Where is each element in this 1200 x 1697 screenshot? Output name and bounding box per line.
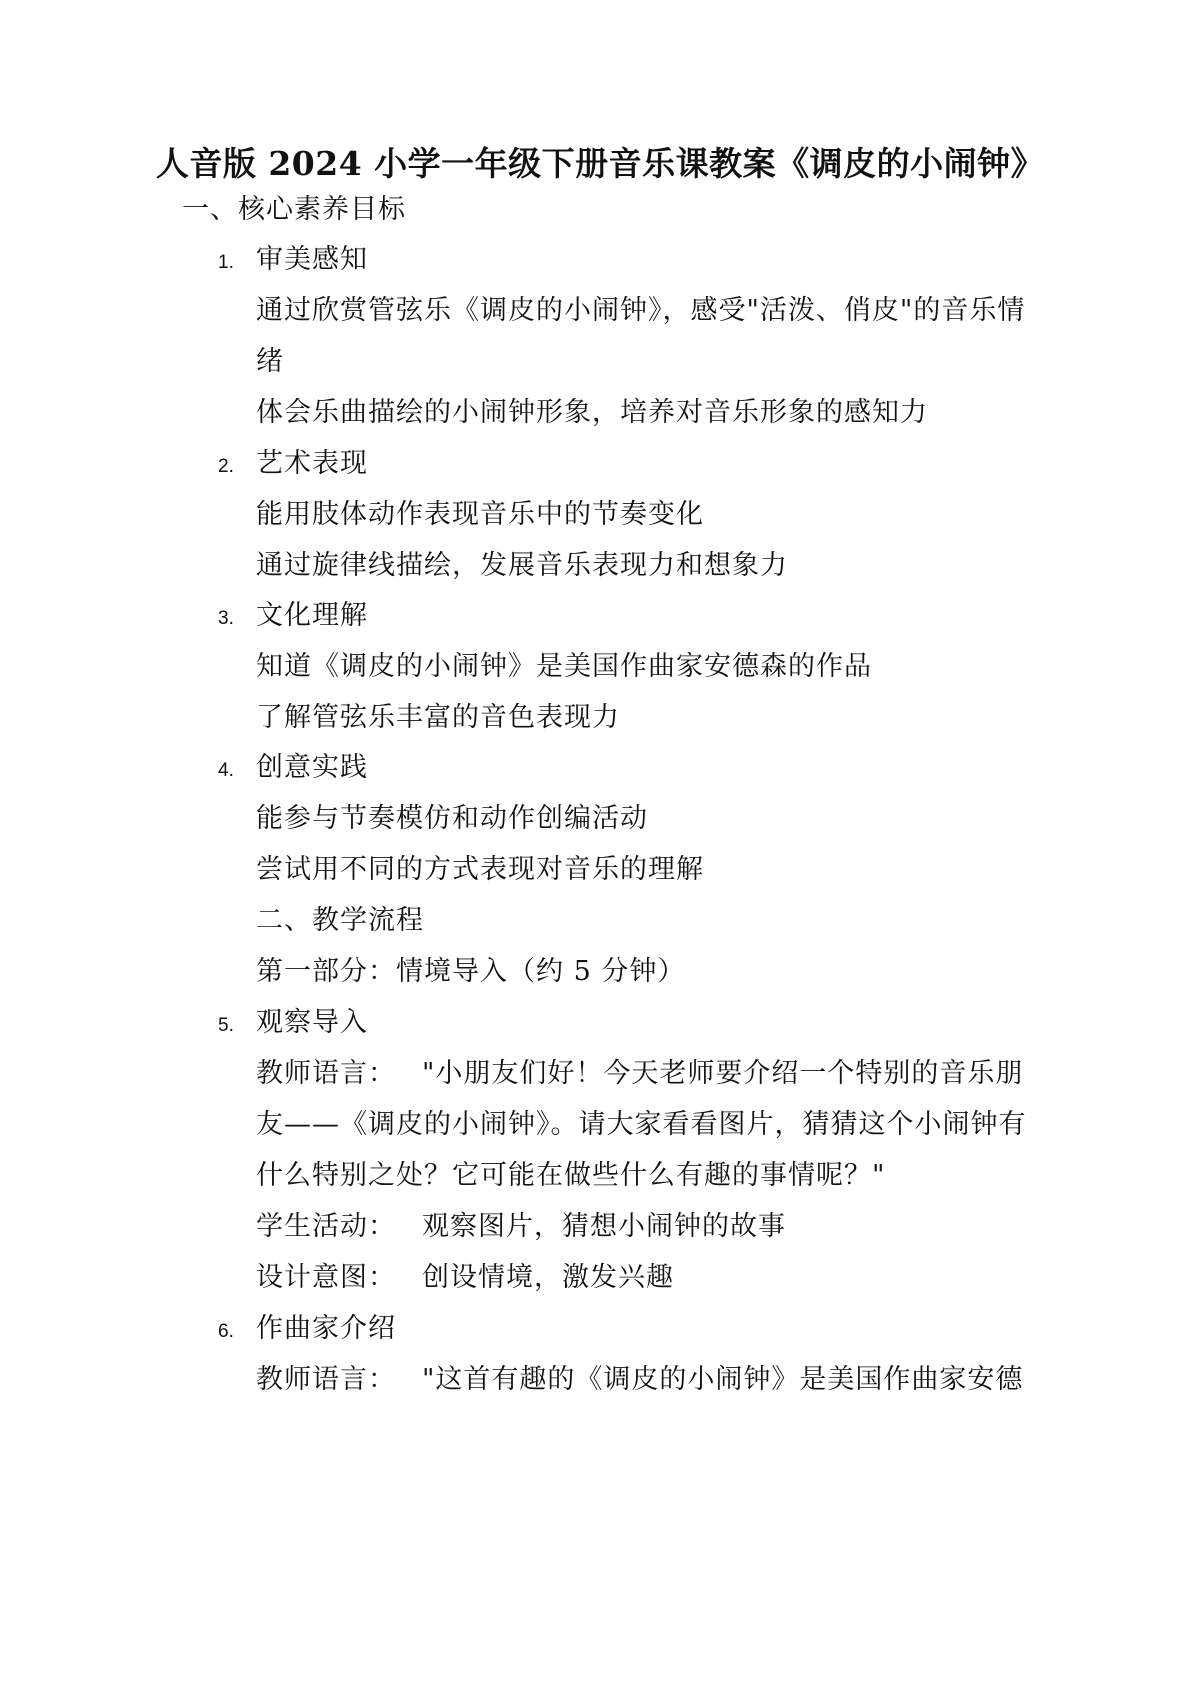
item-number: 3. [218,608,234,629]
teacher-speech-line: 友——《调皮的小闹钟》。请大家看看图片，猜猜这个小闹钟有 [256,1109,1027,1140]
teacher-speech-text: "这首有趣的《调皮的小闹钟》是美国作曲家安德 [422,1364,1024,1395]
part-heading: 第一部分：情境导入（约 5 分钟） [256,956,686,987]
item-number: 5. [218,1015,234,1036]
item-number: 4. [218,760,234,781]
body-line: 通过旋律线描绘，发展音乐表现力和想象力 [256,550,788,581]
item-label-aesthetic-perception: 审美感知 [256,244,368,275]
item-number: 6. [218,1321,234,1342]
item-label-cultural-understanding: 文化理解 [256,600,368,631]
body-line: 体会乐曲描绘的小闹钟形象，培养对音乐形象的感知力 [256,397,928,428]
student-activity-text: 观察图片，猜想小闹钟的故事 [422,1211,786,1242]
item-label-observation-intro: 观察导入 [256,1007,368,1038]
item-label-composer-intro: 作曲家介绍 [256,1313,396,1344]
student-activity-line [256,1207,786,1247]
design-intent-text: 创设情境，激发兴趣 [422,1262,674,1293]
body-line: 能用肢体动作表现音乐中的节奏变化 [256,499,704,530]
item-number: 1. [218,252,234,273]
body-line: 知道《调皮的小闹钟》是美国作曲家安德森的作品 [256,651,872,682]
body-line: 能参与节奏模仿和动作创编活动 [256,803,648,834]
body-line: 尝试用不同的方式表现对音乐的理解 [256,854,704,885]
section-heading-core-goals: 一、核心素养目标 [182,194,406,225]
item-number: 2. [218,456,234,477]
item-label-artistic-expression: 艺术表现 [256,448,368,479]
teacher-speech-line [256,1360,1023,1400]
student-activity-label: 学生活动： [256,1211,396,1242]
body-line: 了解管弦乐丰富的音色表现力 [256,702,620,733]
item-label-creative-practice: 创意实践 [256,752,368,783]
section-heading-teaching-process: 二、教学流程 [256,905,424,936]
teacher-label: 教师语言： [256,1364,396,1395]
body-line: 通过欣赏管弦乐《调皮的小闹钟》，感受"活泼、俏皮"的音乐情 [256,295,1026,326]
teacher-speech-line: 什么特别之处？它可能在做些什么有趣的事情呢？" [256,1160,886,1191]
design-intent-line [256,1258,674,1298]
teacher-speech-line [256,1054,1023,1094]
document-title: 人音版 2024 小学一年级下册音乐课教案《调皮的小闹钟》 [155,144,1045,183]
design-intent-label: 设计意图： [256,1262,396,1293]
teacher-label: 教师语言： [256,1058,396,1089]
teacher-speech-text: "小朋友们好！今天老师要介绍一个特别的音乐朋 [422,1058,1024,1089]
body-line: 绪 [256,346,284,377]
